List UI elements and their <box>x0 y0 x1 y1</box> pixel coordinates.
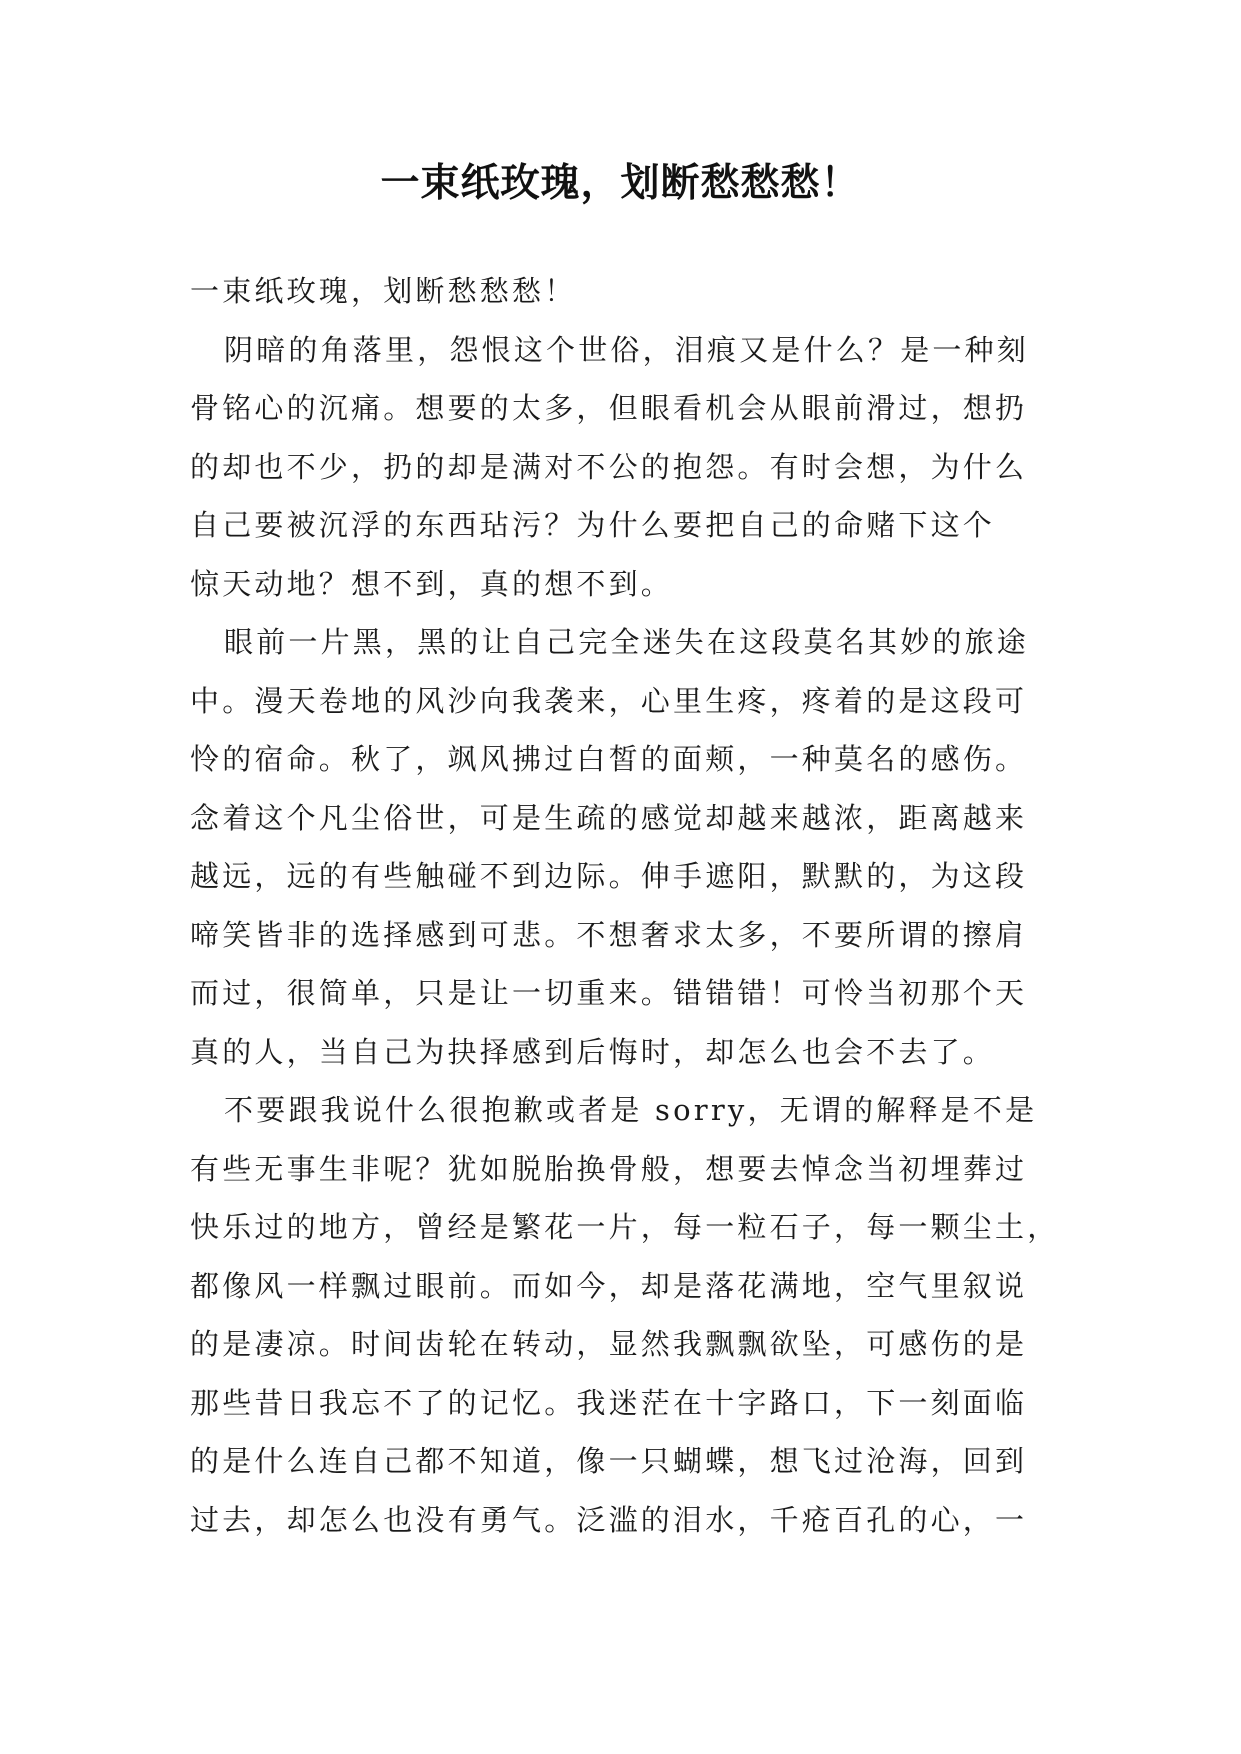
paragraph-2-line: 而过，很简单，只是让一切重来。错错错！可怜当初那个天 <box>190 976 1028 1010</box>
paragraph-2-line: 中。漫天卷地的风沙向我袭来，心里生疼，疼着的是这段可 <box>190 683 1028 718</box>
paragraph-2-line: 真的人，当自己为抉择感到后悔时，却怎么也会不去了。 <box>190 1034 996 1069</box>
paragraph-3-line: 那些昔日我忘不了的记忆。我迷茫在十字路口，下一刻面临 <box>190 1385 1028 1420</box>
paragraph-1-line: 惊天动地？想不到，真的想不到。 <box>190 566 674 601</box>
paragraph-3-line: 不要跟我说什么很抱歉或者是 sorry，无谓的解释是不是 <box>224 1093 1038 1127</box>
paragraph-3-line: 都像风一样飘过眼前。而如今，却是落花满地，空气里叙说 <box>190 1268 1028 1303</box>
paragraph-1-line: 阴暗的角落里，怨恨这个世俗，泪痕又是什么？是一种刻 <box>224 332 1030 367</box>
paragraph-2-line: 眼前一片黑，黑的让自己完全迷失在这段莫名其妙的旅途 <box>224 625 1030 659</box>
paragraph-3-line: 的是什么连自己都不知道，像一只蝴蝶，想飞过沧海，回到 <box>190 1444 1028 1478</box>
paragraph-1-line: 骨铭心的沉痛。想要的太多，但眼看机会从眼前滑过，想扔 <box>190 391 1028 425</box>
paragraph-2-line: 越远，远的有些触碰不到边际。伸手遮阳，默默的，为这段 <box>190 859 1028 893</box>
paragraph-2-line: 啼笑皆非的选择感到可悲。不想奢求太多，不要所谓的擦肩 <box>190 917 1028 952</box>
paragraph-3-line: 过去，却怎么也没有勇气。泛滥的泪水，千疮百孔的心，一 <box>190 1502 1028 1537</box>
paragraph-3-line: 快乐过的地方，曾经是繁花一片，每一粒石子，每一颗尘土， <box>190 1210 1060 1244</box>
document-body <box>190 262 1060 1549</box>
paragraph-1-line: 自己要被沉浮的东西玷污？为什么要把自己的命赌下这个 <box>190 508 996 542</box>
body-subtitle-line: 一束纸玫瑰，划断愁愁愁！ <box>190 274 577 308</box>
paragraph-1-line: 的却也不少，扔的却是满对不公的抱怨。有时会想，为什么 <box>190 449 1028 484</box>
paragraph-2-line: 念着这个凡尘俗世，可是生疏的感觉却越来越浓，距离越来 <box>190 800 1028 835</box>
paragraph-3-line: 有些无事生非呢？犹如脱胎换骨般，想要去悼念当初埋葬过 <box>190 1151 1028 1186</box>
paragraph-2-line: 怜的宿命。秋了，飒风拂过白皙的面颊，一种莫名的感伤。 <box>190 742 1028 776</box>
paragraph-3-line: 的是凄凉。时间齿轮在转动，显然我飘飘欲坠，可感伤的是 <box>190 1327 1028 1361</box>
document-title: 一束纸玫瑰，划断愁愁愁！ <box>380 161 861 206</box>
